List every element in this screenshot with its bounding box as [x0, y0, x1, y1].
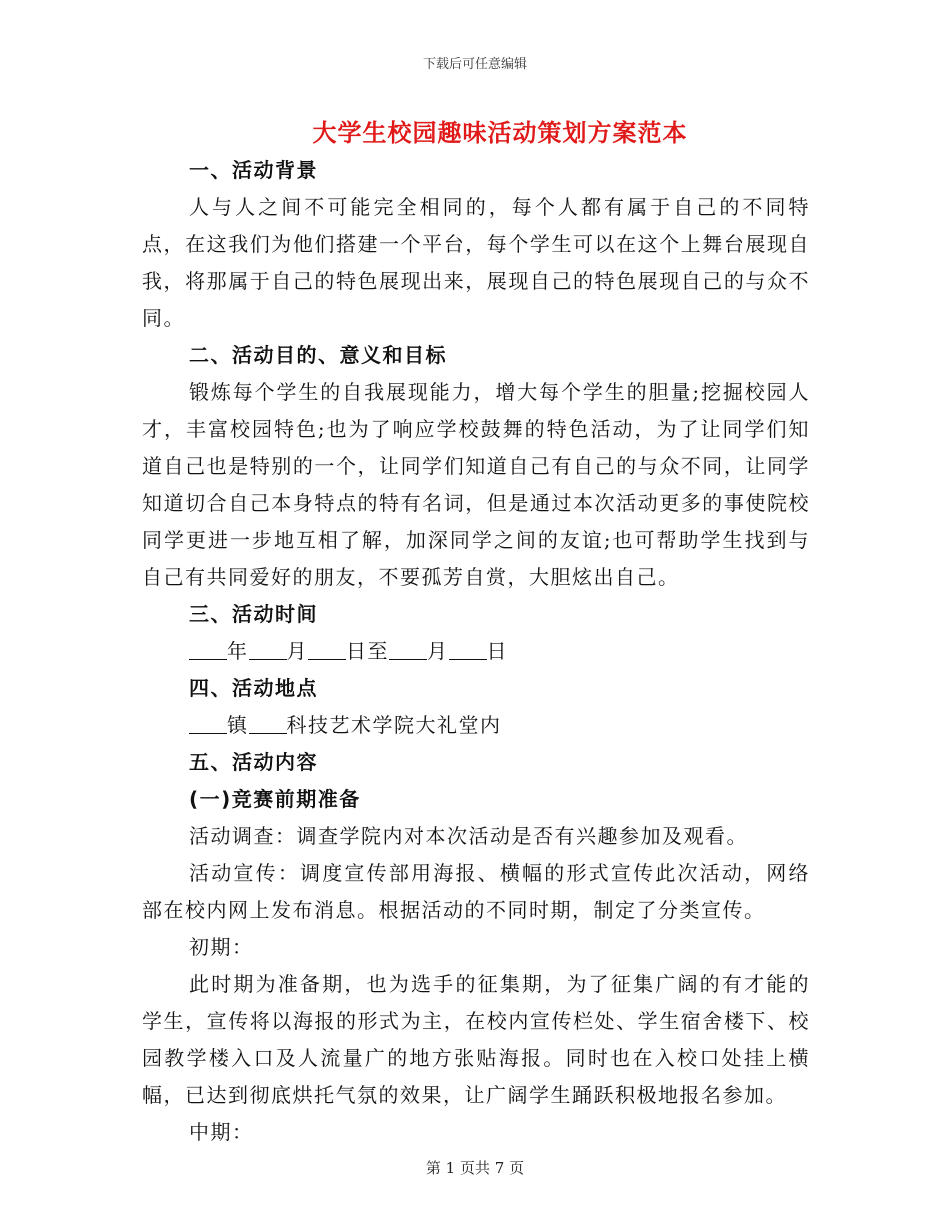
blank-field: [249, 711, 287, 734]
section-heading-background: 一、活动背景: [189, 158, 318, 182]
section-text-purpose: 锻炼每个学生的自我展现能力，增大每个学生的胆量;挖掘校园人才，丰富校园特色;也为了响应学校鼓舞的特色活动，为了让同学们知道自己也是特别的一个，让同学们知道自己有自己的与众不同，让同学知道切合自己本身特点的特有名词，但是通过本次活动更多的事使院校同学更进一步地互相了解，加深同学之间的友谊;也可帮助学生找到与自己有共同爱好的朋友，不要孤芳自赏，大胆炫出自己。: [142, 380, 810, 589]
document-title: 大学生校园趣味活动策划方案范本: [312, 118, 688, 147]
time-month-label: 月: [286, 639, 308, 663]
blank-field: [249, 637, 287, 660]
label-mid-period: 中期：: [189, 1120, 254, 1144]
blank-field: [189, 637, 227, 660]
time-year-label: 年: [227, 639, 249, 663]
time-day-label: 日: [486, 639, 508, 663]
time-day-to-label: 日至: [346, 639, 389, 663]
section-heading-location: 四、活动地点: [189, 676, 318, 700]
location-town-label: 镇: [227, 713, 249, 737]
paragraph-survey: 活动调查：调查学院内对本次活动是否有兴趣参加及观看。: [189, 824, 748, 848]
section-heading-purpose: 二、活动目的、意义和目标: [189, 343, 447, 367]
blank-field: [308, 637, 346, 660]
paragraph-early-period: 此时期为准备期，也为选手的征集期，为了征集广阔的有才能的学生，宣传将以海报的形式为主，在校内宣传栏处、学生宿舍楼下、校园教学楼入口及人流量广的地方张贴海报。同时也在入校口处挂上横幅，已达到彻底烘托气氛的效果，让广阔学生踊跃积极地报名参加。: [142, 972, 810, 1107]
page-footer: 第 1 页共 7 页: [425, 1159, 525, 1177]
header-note: 下载后可任意编辑: [422, 57, 527, 72]
time-month-label: 月: [427, 639, 449, 663]
label-early-period: 初期：: [189, 935, 254, 959]
blank-field: [389, 637, 427, 660]
location-place: 科技艺术学院大礼堂内: [286, 713, 502, 737]
section-heading-content: 五、活动内容: [189, 750, 318, 774]
section-text-time: [142, 633, 810, 670]
section-text-location: [142, 707, 810, 744]
paragraph-promotion: 活动宣传：调度宣传部用海报、横幅的形式宣传此次活动，网络部在校内网上发布消息。根据活动的不同时期，制定了分类宣传。: [142, 861, 810, 922]
section-heading-time: 三、活动时间: [189, 602, 318, 626]
blank-field: [189, 711, 227, 734]
blank-field: [449, 637, 487, 660]
subsection-heading-preparation: (一)竞赛前期准备: [189, 787, 361, 811]
document-body: [142, 152, 810, 1151]
section-text-background: 人与人之间不可能完全相同的，每个人都有属于自己的不同特点，在这我们为他们搭建一个平台，每个学生可以在这个上舞台展现自我，将那属于自己的特色展现出来，展现自己的特色展现自己的与众不同。: [142, 195, 810, 330]
